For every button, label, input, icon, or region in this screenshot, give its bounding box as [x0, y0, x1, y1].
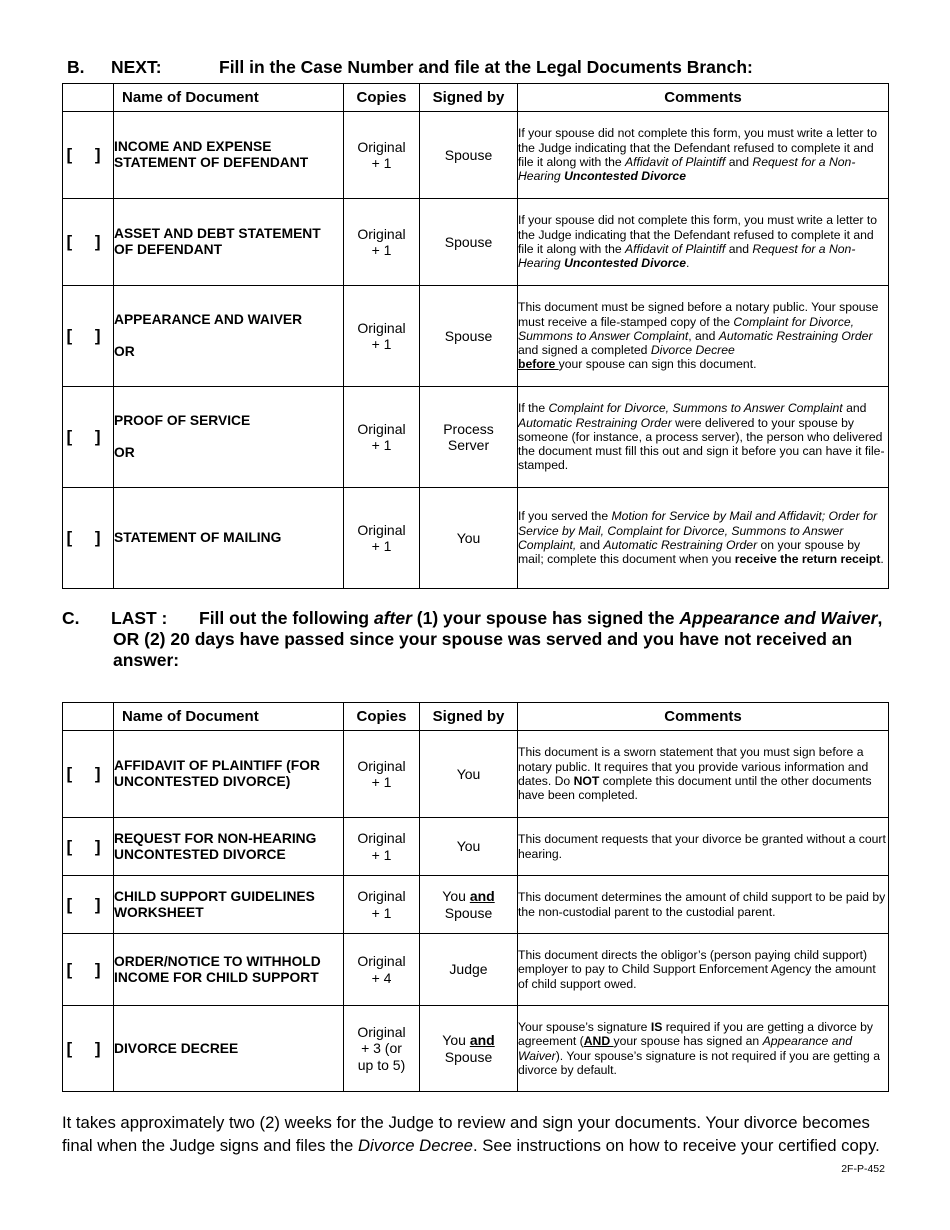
- comment-text: If the: [518, 401, 549, 416]
- comment-italic: Request for a Non-Hearing: [518, 242, 856, 271]
- signed-by: You: [420, 818, 518, 876]
- copies-line: Original: [357, 420, 406, 437]
- title-text: (1) your spouse has signed the: [416, 608, 675, 628]
- copies-line: Original: [357, 225, 406, 242]
- comment-bold-italic: Uncontested Divorce: [564, 169, 686, 184]
- signed-line: Process: [443, 420, 494, 437]
- table-b: [62, 83, 889, 589]
- comment-italic: Complaint for Divorce, Summons to Answer Complaint: [518, 314, 854, 343]
- copies-line: Original: [357, 830, 406, 846]
- table-row: [63, 731, 889, 818]
- signed-line: Spouse: [444, 904, 493, 921]
- table-row: [63, 286, 889, 387]
- comments: [518, 488, 889, 589]
- document-name-text: APPEARANCE AND WAIVER: [114, 312, 303, 327]
- signed-line: You: [442, 1032, 470, 1048]
- comments: [518, 286, 889, 387]
- copies-line: Original: [357, 953, 406, 969]
- comment-text: .: [685, 256, 690, 271]
- comment-text: and: [725, 242, 753, 256]
- document-name: STATEMENT OF MAILING: [114, 488, 344, 589]
- table-c-header-row: [63, 703, 889, 731]
- footer-text: . See instructions on how to receive your certified copy.: [472, 1135, 880, 1155]
- comment-text: This document must be signed before a notary public. Your spouse must receive a file-stamped copy of the: [518, 300, 879, 329]
- copies: [344, 387, 420, 488]
- signed-by: [420, 1006, 518, 1092]
- header-comments: Comments: [518, 703, 889, 731]
- table-row: [63, 112, 889, 199]
- document-name: [114, 387, 344, 488]
- title-italic: Appearance and Waiver: [679, 608, 878, 628]
- comments: [518, 387, 889, 488]
- copies-line: + 1: [371, 242, 392, 258]
- comment-text: on your spouse by mail; complete this document when you: [518, 538, 861, 567]
- comments: [518, 1006, 889, 1092]
- copies: [344, 1006, 420, 1092]
- table-b-header-row: [63, 84, 889, 112]
- copies-line: Original: [357, 1023, 406, 1040]
- comment-text: and: [725, 155, 753, 169]
- section-c-heading: [62, 608, 892, 674]
- comment-italic: Complaint for Divorce, Summons to Answer Complaint: [548, 401, 843, 416]
- title-text: Fill out the following: [199, 608, 370, 628]
- copies-line: + 1: [371, 904, 392, 921]
- footer-italic: Divorce Decree: [357, 1135, 473, 1155]
- section-c-tag: LAST :: [111, 608, 168, 628]
- copies: [344, 934, 420, 1006]
- comments: This document requests that your divorce be granted without a court hearing.: [518, 818, 889, 876]
- copies-line: + 4: [371, 969, 392, 986]
- footer-text: It takes approximately two (2) weeks for the Judge to review and sign your documents. Your divorce becomes final when the Judge signs and files the: [62, 1113, 870, 1155]
- comment-text: required if you are getting a divorce by agreement (: [518, 1019, 874, 1049]
- header-signed-by: Signed by: [420, 84, 518, 112]
- comment-bold-italic: Uncontested Divorce: [564, 256, 686, 271]
- copies-line: Original: [357, 319, 406, 336]
- comment-bold-underline: before: [518, 357, 559, 372]
- comment-bold: IS: [650, 1019, 663, 1034]
- table-row: [63, 387, 889, 488]
- comment-italic: Affidavit of Plaintiff: [625, 155, 726, 169]
- checkbox[interactable]: [ ]: [63, 112, 114, 199]
- checkbox[interactable]: [ ]: [63, 387, 114, 488]
- or-label: OR: [114, 344, 135, 359]
- copies-line: Original: [357, 888, 406, 904]
- table-c: [62, 702, 889, 1092]
- copies-line: + 1: [371, 774, 392, 790]
- table-row: [63, 934, 889, 1006]
- comment-text: your spouse can sign this document.: [558, 357, 757, 372]
- copies: [344, 112, 420, 199]
- header-name: Name of Document: [114, 84, 344, 112]
- comments: [518, 199, 889, 286]
- signed-by: Spouse: [420, 112, 518, 199]
- signed-by: Spouse: [420, 199, 518, 286]
- document-name: DIVORCE DECREE: [114, 1006, 344, 1092]
- signed-line: Spouse: [444, 1048, 493, 1065]
- copies-line: + 1: [371, 155, 392, 171]
- header-checkbox-col: [63, 84, 114, 112]
- form-number: 2F-P-452: [841, 1163, 885, 1175]
- section-c-title-line1: [199, 608, 882, 629]
- comment-text: and signed a completed: [518, 343, 651, 358]
- signed-by: You: [420, 731, 518, 818]
- table-row: [63, 876, 889, 934]
- comment-italic: Automatic Restraining Order: [518, 415, 672, 430]
- copies-line: Original: [357, 138, 406, 155]
- checkbox[interactable]: [ ]: [63, 488, 114, 589]
- header-name: Name of Document: [114, 703, 344, 731]
- copies: [344, 488, 420, 589]
- copies-line: + 1: [371, 336, 392, 352]
- checkbox[interactable]: [ ]: [63, 199, 114, 286]
- table-row: [63, 488, 889, 589]
- comment-text: .: [880, 552, 884, 567]
- comment-text: , and: [688, 328, 719, 343]
- comments: [518, 731, 889, 818]
- copies-line: Original: [357, 521, 406, 538]
- comment-text: ). Your spouse’s signature is not required if you are getting a divorce by default.: [518, 1048, 881, 1077]
- signed-line: Server: [447, 437, 490, 453]
- copies-line: Original: [357, 757, 406, 774]
- comment-text: were delivered to your spouse by someone (for instance, a process server), the person who delivered the document must fill this out and sign it before you can have it file-stamped.: [518, 415, 885, 473]
- signed-and: and: [469, 888, 495, 904]
- document-name: ASSET AND DEBT STATEMENT OF DEFENDANT: [114, 199, 344, 286]
- copies-line: + 1: [371, 437, 392, 453]
- copies: [344, 199, 420, 286]
- header-signed-by: Signed by: [420, 703, 518, 731]
- comment-italic: Affidavit of Plaintiff: [625, 242, 726, 256]
- table-row: [63, 818, 889, 876]
- title-text: ,: [877, 608, 883, 628]
- comment-italic: Automatic Restraining Order: [718, 328, 873, 343]
- copies: [344, 286, 420, 387]
- comment-bold: receive the return receipt: [734, 552, 881, 567]
- comment-text: and: [576, 538, 604, 552]
- comments: [518, 112, 889, 199]
- signed-by: You: [420, 488, 518, 589]
- comment-text: complete this document until the other documents have been completed.: [518, 774, 872, 803]
- header-checkbox-col: [63, 703, 114, 731]
- comment-text: and: [842, 401, 867, 416]
- copies: [344, 731, 420, 818]
- comment-italic: Motion for Service by Mail and Affidavit; Order for Service by Mail, Complaint for Divorce, Summons to Answer Complaint,: [518, 509, 878, 552]
- document-name: CHILD SUPPORT GUIDELINES WORKSHEET: [114, 876, 344, 934]
- comment-italic: Divorce Decree: [650, 343, 735, 358]
- or-label: OR: [114, 445, 135, 460]
- comment-italic: Request for a Non-Hearing: [518, 155, 856, 184]
- signed-by: Spouse: [420, 286, 518, 387]
- signed-by: Judge: [420, 934, 518, 1006]
- section-c-title-line2: OR (2) 20 days have passed since your spouse was served and you have not received an: [113, 629, 853, 649]
- comment-bold-underline: AND: [583, 1034, 614, 1049]
- copies-line: + 3 (or: [361, 1040, 402, 1057]
- comment-bold: NOT: [573, 774, 600, 788]
- checkbox[interactable]: [ ]: [63, 934, 114, 1006]
- checkbox[interactable]: [ ]: [63, 731, 114, 818]
- comment-text: If you served the: [518, 509, 612, 524]
- document-name: ORDER/NOTICE TO WITHHOLD INCOME FOR CHILD SUPPORT: [114, 934, 344, 1006]
- copies-line: up to 5): [357, 1056, 406, 1073]
- comments: This document determines the amount of child support to be paid by the non-custodial parent to the custodial parent.: [518, 876, 889, 934]
- signed-and: and: [469, 1032, 495, 1048]
- section-b-title: Fill in the Case Number and file at the Legal Documents Branch:: [219, 57, 753, 77]
- signed-by: [420, 387, 518, 488]
- copies: [344, 818, 420, 876]
- header-copies: Copies: [344, 84, 420, 112]
- section-b-tag: NEXT:: [111, 57, 162, 77]
- footer-paragraph: [62, 1112, 892, 1157]
- checkbox[interactable]: [ ]: [63, 818, 114, 876]
- document-name: INCOME AND EXPENSE STATEMENT OF DEFENDANT: [114, 112, 344, 199]
- document-name-text: PROOF OF SERVICE: [114, 413, 251, 428]
- signed-line: You: [442, 888, 470, 904]
- document-name: REQUEST FOR NON-HEARING UNCONTESTED DIVORCE: [114, 818, 344, 876]
- section-b-label: B.: [67, 57, 85, 77]
- table-row: [63, 199, 889, 286]
- copies-line: + 1: [371, 538, 392, 554]
- section-c-label: C.: [62, 608, 80, 628]
- table-row: [63, 1006, 889, 1092]
- checkbox[interactable]: [ ]: [63, 1006, 114, 1092]
- comment-italic: Appearance and Waiver: [518, 1034, 853, 1063]
- comment-text: Your spouse’s signature: [518, 1019, 651, 1034]
- header-comments: Comments: [518, 84, 889, 112]
- comment-text: If your spouse did not complete this form, you must write a letter to the Judge indicating that the Defendant refused to complete it and file it along with the: [518, 213, 878, 256]
- comment-text: If your spouse did not complete this form, you must write a letter to the Judge indicating that the Defendant refused to complete it and file it along with the: [518, 126, 878, 169]
- comments: This document directs the obligor’s (person paying child support) employer to pay to Child Support Enforcement Agency the amount of child support owed.: [518, 934, 889, 1006]
- copies: [344, 876, 420, 934]
- comment-text: This document is a sworn statement that you must sign before a notary public. It requires that you provide various information and dates. Do: [518, 745, 869, 788]
- title-italic: after: [373, 608, 412, 628]
- header-copies: Copies: [344, 703, 420, 731]
- checkbox[interactable]: [ ]: [63, 876, 114, 934]
- section-b-heading: [67, 57, 897, 79]
- signed-by: [420, 876, 518, 934]
- copies-line: + 1: [371, 846, 392, 863]
- checkbox[interactable]: [ ]: [63, 286, 114, 387]
- comment-text: your spouse has signed an: [613, 1034, 763, 1049]
- document-name: [114, 286, 344, 387]
- document-name: AFFIDAVIT OF PLAINTIFF (FOR UNCONTESTED DIVORCE): [114, 731, 344, 818]
- comment-italic: Automatic Restraining Order: [603, 538, 758, 552]
- section-c-title-line3: answer:: [113, 650, 180, 670]
